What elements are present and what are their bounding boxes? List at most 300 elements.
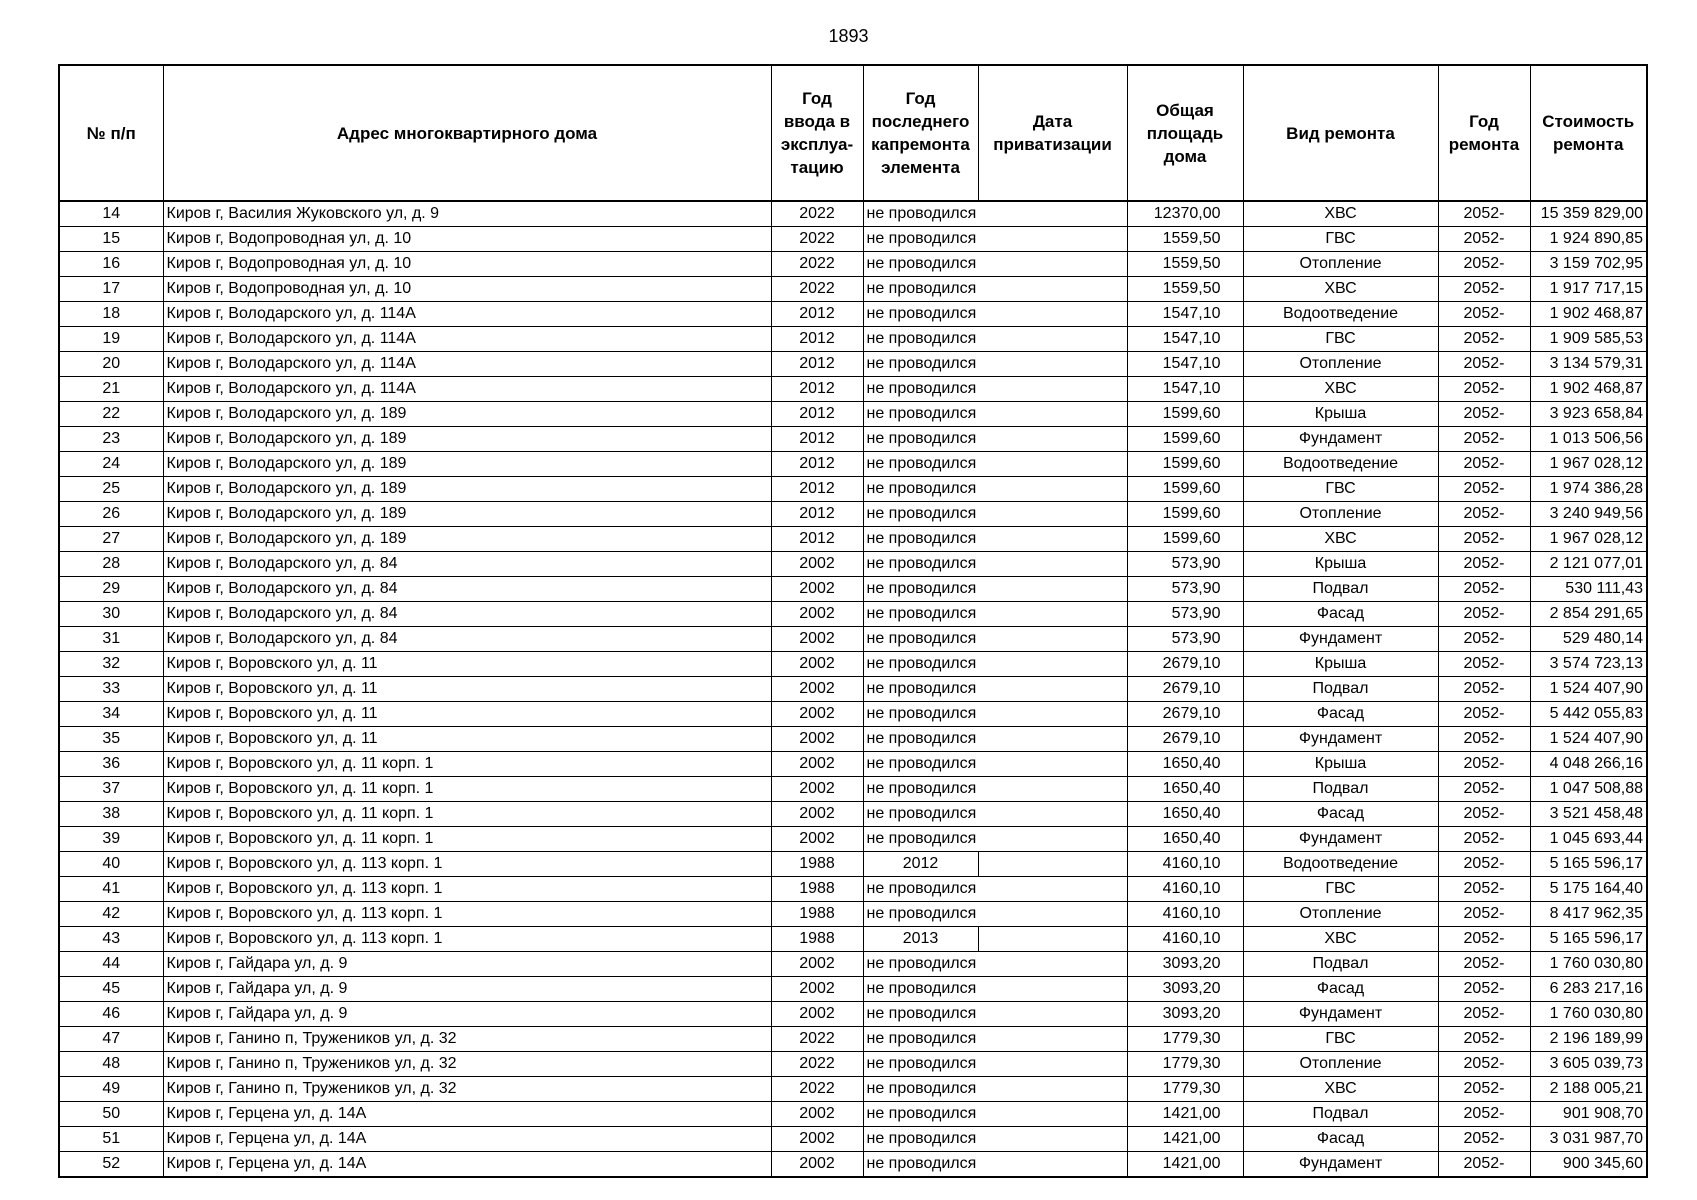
cell-year-commissioned: 2002 (771, 652, 863, 677)
cell-repair-cost: 3 923 658,84 (1530, 402, 1647, 427)
cell-repair-year: 2052- (1438, 1052, 1530, 1077)
cell-year-commissioned: 2002 (771, 552, 863, 577)
cell-privatization-date (978, 777, 1127, 802)
cell-total-area: 1559,50 (1127, 252, 1243, 277)
cell-repair-type: ХВС (1243, 927, 1438, 952)
cell-year-commissioned: 2002 (771, 677, 863, 702)
table-row (59, 1077, 1647, 1102)
cell-num: 45 (59, 977, 163, 1002)
cell-num: 19 (59, 327, 163, 352)
cell-year-commissioned: 2002 (771, 627, 863, 652)
cell-repair-year: 2052- (1438, 477, 1530, 502)
cell-repair-cost: 3 574 723,13 (1530, 652, 1647, 677)
cell-repair-type: Отопление (1243, 352, 1438, 377)
cell-year-commissioned: 2002 (771, 802, 863, 827)
table-row (59, 1102, 1647, 1127)
cell-privatization-date (978, 627, 1127, 652)
cell-address: Киров г, Гайдара ул, д. 9 (163, 977, 771, 1002)
table-row (59, 1152, 1647, 1178)
cell-repair-cost: 8 417 962,35 (1530, 902, 1647, 927)
cell-total-area: 573,90 (1127, 577, 1243, 602)
cell-privatization-date (978, 602, 1127, 627)
table-row (59, 277, 1647, 302)
cell-repair-cost: 2 854 291,65 (1530, 602, 1647, 627)
cell-repair-year: 2052- (1438, 402, 1530, 427)
cell-year-last-repair: не проводился (863, 452, 978, 477)
cell-num: 34 (59, 702, 163, 727)
cell-repair-type: Отопление (1243, 502, 1438, 527)
cell-repair-type: Подвал (1243, 1102, 1438, 1127)
cell-privatization-date (978, 227, 1127, 252)
cell-year-last-repair: не проводился (863, 952, 978, 977)
cell-num: 44 (59, 952, 163, 977)
cell-address: Киров г, Володарского ул, д. 114А (163, 377, 771, 402)
cell-num: 27 (59, 527, 163, 552)
cell-address: Киров г, Володарского ул, д. 189 (163, 452, 771, 477)
cell-num: 21 (59, 377, 163, 402)
cell-privatization-date (978, 677, 1127, 702)
cell-repair-year: 2052- (1438, 252, 1530, 277)
cell-total-area: 1599,60 (1127, 502, 1243, 527)
cell-privatization-date (978, 977, 1127, 1002)
cell-repair-type: Водоотведение (1243, 302, 1438, 327)
cell-privatization-date (978, 577, 1127, 602)
cell-repair-type: Фундамент (1243, 827, 1438, 852)
cell-year-commissioned: 2022 (771, 1077, 863, 1102)
cell-repair-year: 2052- (1438, 1027, 1530, 1052)
cell-repair-year: 2052- (1438, 352, 1530, 377)
cell-year-last-repair: 2012 (863, 852, 978, 877)
table-row (59, 752, 1647, 777)
cell-repair-cost: 901 908,70 (1530, 1102, 1647, 1127)
cell-repair-year: 2052- (1438, 1152, 1530, 1178)
cell-repair-type: Крыша (1243, 552, 1438, 577)
cell-year-last-repair: не проводился (863, 327, 978, 352)
table-row (59, 477, 1647, 502)
cell-address: Киров г, Володарского ул, д. 114А (163, 327, 771, 352)
cell-repair-cost: 1 974 386,28 (1530, 477, 1647, 502)
cell-privatization-date (978, 1052, 1127, 1077)
cell-num: 16 (59, 252, 163, 277)
cell-repair-type: Фундамент (1243, 427, 1438, 452)
cell-privatization-date (978, 477, 1127, 502)
cell-repair-type: Отопление (1243, 902, 1438, 927)
cell-repair-cost: 5 175 164,40 (1530, 877, 1647, 902)
cell-total-area: 1547,10 (1127, 327, 1243, 352)
cell-year-last-repair: не проводился (863, 1027, 978, 1052)
cell-address: Киров г, Володарского ул, д. 189 (163, 402, 771, 427)
cell-privatization-date (978, 201, 1127, 227)
cell-repair-cost: 1 045 693,44 (1530, 827, 1647, 852)
header-address: Адрес многоквартирного дома (163, 65, 771, 201)
cell-repair-year: 2052- (1438, 827, 1530, 852)
table-row (59, 452, 1647, 477)
cell-repair-year: 2052- (1438, 302, 1530, 327)
cell-total-area: 3093,20 (1127, 1002, 1243, 1027)
cell-repair-cost: 2 188 005,21 (1530, 1077, 1647, 1102)
cell-repair-type: ГВС (1243, 1027, 1438, 1052)
cell-repair-year: 2052- (1438, 277, 1530, 302)
cell-num: 38 (59, 802, 163, 827)
cell-repair-type: Подвал (1243, 677, 1438, 702)
header-year-last-repair: Год последнего капремонта элемента (863, 65, 978, 201)
cell-privatization-date (978, 502, 1127, 527)
cell-total-area: 4160,10 (1127, 927, 1243, 952)
cell-address: Киров г, Воровского ул, д. 11 (163, 702, 771, 727)
cell-address: Киров г, Володарского ул, д. 189 (163, 502, 771, 527)
cell-address: Киров г, Воровского ул, д. 11 корп. 1 (163, 777, 771, 802)
table-row (59, 227, 1647, 252)
cell-address: Киров г, Воровского ул, д. 11 корп. 1 (163, 827, 771, 852)
cell-num: 20 (59, 352, 163, 377)
cell-num: 25 (59, 477, 163, 502)
cell-address: Киров г, Герцена ул, д. 14А (163, 1127, 771, 1152)
cell-year-last-repair: не проводился (863, 602, 978, 627)
cell-year-commissioned: 2012 (771, 377, 863, 402)
cell-year-last-repair: не проводился (863, 1002, 978, 1027)
cell-year-commissioned: 2012 (771, 477, 863, 502)
cell-repair-cost: 1 902 468,87 (1530, 302, 1647, 327)
cell-privatization-date (978, 1002, 1127, 1027)
cell-repair-type: Подвал (1243, 777, 1438, 802)
cell-repair-cost: 1 760 030,80 (1530, 952, 1647, 977)
cell-address: Киров г, Воровского ул, д. 11 корп. 1 (163, 752, 771, 777)
cell-address: Киров г, Ганино п, Тружеников ул, д. 32 (163, 1052, 771, 1077)
cell-num: 24 (59, 452, 163, 477)
cell-privatization-date (978, 352, 1127, 377)
header-total-area: Общая площадь дома (1127, 65, 1243, 201)
cell-repair-cost: 3 031 987,70 (1530, 1127, 1647, 1152)
cell-total-area: 4160,10 (1127, 877, 1243, 902)
cell-repair-cost: 530 111,43 (1530, 577, 1647, 602)
cell-num: 15 (59, 227, 163, 252)
cell-total-area: 2679,10 (1127, 677, 1243, 702)
cell-year-commissioned: 2022 (771, 252, 863, 277)
cell-total-area: 2679,10 (1127, 702, 1243, 727)
cell-address: Киров г, Воровского ул, д. 113 корп. 1 (163, 877, 771, 902)
cell-repair-cost: 1 047 508,88 (1530, 777, 1647, 802)
cell-address: Киров г, Воровского ул, д. 11 (163, 677, 771, 702)
cell-repair-cost: 1 760 030,80 (1530, 1002, 1647, 1027)
cell-year-commissioned: 2002 (771, 1102, 863, 1127)
cell-repair-year: 2052- (1438, 727, 1530, 752)
cell-num: 35 (59, 727, 163, 752)
cell-repair-cost: 3 605 039,73 (1530, 1052, 1647, 1077)
table-row (59, 352, 1647, 377)
cell-year-last-repair: не проводился (863, 777, 978, 802)
cell-year-last-repair: не проводился (863, 1152, 978, 1178)
cell-repair-cost: 3 134 579,31 (1530, 352, 1647, 377)
cell-repair-type: Фундамент (1243, 727, 1438, 752)
cell-privatization-date (978, 452, 1127, 477)
cell-total-area: 3093,20 (1127, 977, 1243, 1002)
cell-address: Киров г, Володарского ул, д. 114А (163, 352, 771, 377)
cell-year-last-repair: не проводился (863, 502, 978, 527)
cell-year-commissioned: 2012 (771, 527, 863, 552)
cell-privatization-date (978, 702, 1127, 727)
cell-num: 32 (59, 652, 163, 677)
cell-year-commissioned: 2022 (771, 1052, 863, 1077)
cell-repair-year: 2052- (1438, 852, 1530, 877)
cell-total-area: 573,90 (1127, 627, 1243, 652)
cell-num: 14 (59, 201, 163, 227)
cell-address: Киров г, Гайдара ул, д. 9 (163, 1002, 771, 1027)
table-row (59, 302, 1647, 327)
cell-year-commissioned: 2002 (771, 977, 863, 1002)
cell-repair-cost: 3 240 949,56 (1530, 502, 1647, 527)
cell-repair-year: 2052- (1438, 652, 1530, 677)
cell-repair-year: 2052- (1438, 677, 1530, 702)
cell-address: Киров г, Володарского ул, д. 84 (163, 552, 771, 577)
cell-repair-cost: 1 524 407,90 (1530, 727, 1647, 752)
table-row (59, 902, 1647, 927)
cell-address: Киров г, Герцена ул, д. 14А (163, 1102, 771, 1127)
table-body (59, 201, 1647, 1177)
cell-total-area: 4160,10 (1127, 852, 1243, 877)
cell-total-area: 1599,60 (1127, 427, 1243, 452)
cell-repair-year: 2052- (1438, 377, 1530, 402)
cell-address: Киров г, Володарского ул, д. 114А (163, 302, 771, 327)
cell-num: 31 (59, 627, 163, 652)
cell-year-last-repair: не проводился (863, 552, 978, 577)
cell-year-commissioned: 2012 (771, 327, 863, 352)
cell-year-last-repair: не проводился (863, 977, 978, 1002)
cell-total-area: 1547,10 (1127, 352, 1243, 377)
cell-num: 43 (59, 927, 163, 952)
cell-privatization-date (978, 252, 1127, 277)
cell-privatization-date (978, 302, 1127, 327)
cell-repair-type: Фундамент (1243, 627, 1438, 652)
cell-total-area: 1421,00 (1127, 1102, 1243, 1127)
cell-repair-year: 2052- (1438, 777, 1530, 802)
cell-address: Киров г, Воровского ул, д. 11 (163, 727, 771, 752)
repair-schedule-table (58, 64, 1648, 1178)
cell-year-last-repair: не проводился (863, 877, 978, 902)
cell-total-area: 1779,30 (1127, 1077, 1243, 1102)
cell-repair-cost: 5 165 596,17 (1530, 852, 1647, 877)
cell-year-commissioned: 2002 (771, 752, 863, 777)
cell-num: 41 (59, 877, 163, 902)
cell-year-last-repair: не проводился (863, 652, 978, 677)
cell-total-area: 2679,10 (1127, 652, 1243, 677)
cell-year-last-repair: не проводился (863, 577, 978, 602)
cell-repair-year: 2052- (1438, 577, 1530, 602)
cell-repair-year: 2052- (1438, 927, 1530, 952)
table-row (59, 1002, 1647, 1027)
cell-num: 49 (59, 1077, 163, 1102)
cell-repair-cost: 3 159 702,95 (1530, 252, 1647, 277)
cell-repair-type: ХВС (1243, 377, 1438, 402)
cell-address: Киров г, Володарского ул, д. 189 (163, 527, 771, 552)
cell-year-commissioned: 2012 (771, 502, 863, 527)
cell-total-area: 1599,60 (1127, 452, 1243, 477)
table-row (59, 527, 1647, 552)
cell-repair-type: Отопление (1243, 1052, 1438, 1077)
cell-address: Киров г, Ганино п, Тружеников ул, д. 32 (163, 1077, 771, 1102)
cell-privatization-date (978, 952, 1127, 977)
cell-repair-year: 2052- (1438, 952, 1530, 977)
cell-repair-cost: 1 967 028,12 (1530, 527, 1647, 552)
cell-address: Киров г, Герцена ул, д. 14А (163, 1152, 771, 1178)
cell-repair-type: Крыша (1243, 402, 1438, 427)
cell-address: Киров г, Володарского ул, д. 84 (163, 627, 771, 652)
table-row (59, 677, 1647, 702)
cell-repair-cost: 1 967 028,12 (1530, 452, 1647, 477)
cell-total-area: 1547,10 (1127, 377, 1243, 402)
cell-repair-type: Фасад (1243, 1127, 1438, 1152)
table-row (59, 377, 1647, 402)
cell-total-area: 1599,60 (1127, 477, 1243, 502)
cell-repair-year: 2052- (1438, 902, 1530, 927)
cell-repair-year: 2052- (1438, 752, 1530, 777)
cell-total-area: 573,90 (1127, 552, 1243, 577)
cell-repair-type: ХВС (1243, 201, 1438, 227)
cell-year-commissioned: 2022 (771, 1027, 863, 1052)
table-header-row (59, 65, 1647, 201)
cell-repair-year: 2052- (1438, 602, 1530, 627)
cell-num: 18 (59, 302, 163, 327)
cell-repair-cost: 5 165 596,17 (1530, 927, 1647, 952)
cell-total-area: 1779,30 (1127, 1027, 1243, 1052)
table-row (59, 577, 1647, 602)
cell-repair-year: 2052- (1438, 427, 1530, 452)
table-row (59, 1027, 1647, 1052)
cell-num: 28 (59, 552, 163, 577)
cell-repair-cost: 2 121 077,01 (1530, 552, 1647, 577)
cell-repair-type: ХВС (1243, 1077, 1438, 1102)
cell-privatization-date (978, 852, 1127, 877)
cell-privatization-date (978, 652, 1127, 677)
cell-year-commissioned: 1988 (771, 877, 863, 902)
cell-year-last-repair: не проводился (863, 727, 978, 752)
cell-privatization-date (978, 402, 1127, 427)
cell-total-area: 1559,50 (1127, 227, 1243, 252)
cell-total-area: 1650,40 (1127, 777, 1243, 802)
table-row (59, 327, 1647, 352)
cell-repair-cost: 3 521 458,48 (1530, 802, 1647, 827)
table-row (59, 602, 1647, 627)
cell-total-area: 1650,40 (1127, 802, 1243, 827)
cell-repair-year: 2052- (1438, 1127, 1530, 1152)
cell-repair-type: Фасад (1243, 977, 1438, 1002)
table-row (59, 552, 1647, 577)
cell-year-commissioned: 1988 (771, 927, 863, 952)
cell-repair-type: Фасад (1243, 702, 1438, 727)
cell-year-commissioned: 1988 (771, 852, 863, 877)
cell-address: Киров г, Володарского ул, д. 189 (163, 477, 771, 502)
cell-total-area: 1650,40 (1127, 827, 1243, 852)
cell-privatization-date (978, 827, 1127, 852)
cell-year-last-repair: не проводился (863, 527, 978, 552)
table-row (59, 402, 1647, 427)
table-row (59, 777, 1647, 802)
table-row (59, 827, 1647, 852)
cell-year-last-repair: не проводился (863, 1077, 978, 1102)
cell-year-commissioned: 2002 (771, 1152, 863, 1178)
cell-address: Киров г, Воровского ул, д. 113 корп. 1 (163, 852, 771, 877)
cell-privatization-date (978, 802, 1127, 827)
table-row (59, 427, 1647, 452)
table-row (59, 652, 1647, 677)
cell-repair-cost: 2 196 189,99 (1530, 1027, 1647, 1052)
cell-privatization-date (978, 1152, 1127, 1178)
cell-repair-year: 2052- (1438, 1102, 1530, 1127)
table-row (59, 702, 1647, 727)
cell-year-commissioned: 2012 (771, 452, 863, 477)
cell-year-commissioned: 2012 (771, 302, 863, 327)
cell-year-last-repair: не проводился (863, 477, 978, 502)
cell-num: 52 (59, 1152, 163, 1178)
cell-total-area: 12370,00 (1127, 201, 1243, 227)
cell-repair-type: Подвал (1243, 952, 1438, 977)
table-row (59, 1052, 1647, 1077)
cell-num: 51 (59, 1127, 163, 1152)
cell-repair-type: Фундамент (1243, 1152, 1438, 1178)
cell-privatization-date (978, 902, 1127, 927)
cell-repair-year: 2052- (1438, 977, 1530, 1002)
cell-num: 48 (59, 1052, 163, 1077)
cell-year-commissioned: 2002 (771, 952, 863, 977)
cell-year-commissioned: 2012 (771, 402, 863, 427)
table-row (59, 502, 1647, 527)
cell-privatization-date (978, 1077, 1127, 1102)
cell-repair-year: 2052- (1438, 527, 1530, 552)
cell-year-last-repair: не проводился (863, 1102, 978, 1127)
cell-repair-type: Водоотведение (1243, 452, 1438, 477)
cell-year-commissioned: 2002 (771, 777, 863, 802)
cell-repair-cost: 1 902 468,87 (1530, 377, 1647, 402)
cell-address: Киров г, Воровского ул, д. 113 корп. 1 (163, 927, 771, 952)
cell-address: Киров г, Володарского ул, д. 84 (163, 602, 771, 627)
cell-privatization-date (978, 927, 1127, 952)
cell-year-commissioned: 2012 (771, 427, 863, 452)
cell-repair-year: 2052- (1438, 877, 1530, 902)
cell-num: 33 (59, 677, 163, 702)
cell-repair-year: 2052- (1438, 627, 1530, 652)
cell-year-last-repair: не проводился (863, 827, 978, 852)
cell-num: 46 (59, 1002, 163, 1027)
cell-repair-type: ГВС (1243, 227, 1438, 252)
cell-repair-year: 2052- (1438, 502, 1530, 527)
cell-repair-year: 2052- (1438, 552, 1530, 577)
header-year-commissioned: Год ввода в эксплуа-тацию (771, 65, 863, 201)
cell-num: 37 (59, 777, 163, 802)
cell-year-commissioned: 2012 (771, 352, 863, 377)
cell-repair-type: Фасад (1243, 802, 1438, 827)
cell-total-area: 1421,00 (1127, 1152, 1243, 1178)
cell-year-last-repair: 2013 (863, 927, 978, 952)
table-row (59, 802, 1647, 827)
cell-privatization-date (978, 377, 1127, 402)
cell-address: Киров г, Воровского ул, д. 11 корп. 1 (163, 802, 771, 827)
cell-address: Киров г, Володарского ул, д. 84 (163, 577, 771, 602)
cell-num: 17 (59, 277, 163, 302)
cell-address: Киров г, Воровского ул, д. 11 (163, 652, 771, 677)
cell-total-area: 573,90 (1127, 602, 1243, 627)
cell-privatization-date (978, 1102, 1127, 1127)
cell-repair-cost: 4 048 266,16 (1530, 752, 1647, 777)
cell-year-commissioned: 2022 (771, 201, 863, 227)
cell-repair-year: 2052- (1438, 201, 1530, 227)
cell-num: 39 (59, 827, 163, 852)
table-row (59, 977, 1647, 1002)
cell-year-last-repair: не проводился (863, 1127, 978, 1152)
cell-repair-type: Отопление (1243, 252, 1438, 277)
cell-year-last-repair: не проводился (863, 402, 978, 427)
cell-repair-cost: 1 909 585,53 (1530, 327, 1647, 352)
cell-total-area: 1650,40 (1127, 752, 1243, 777)
cell-privatization-date (978, 427, 1127, 452)
